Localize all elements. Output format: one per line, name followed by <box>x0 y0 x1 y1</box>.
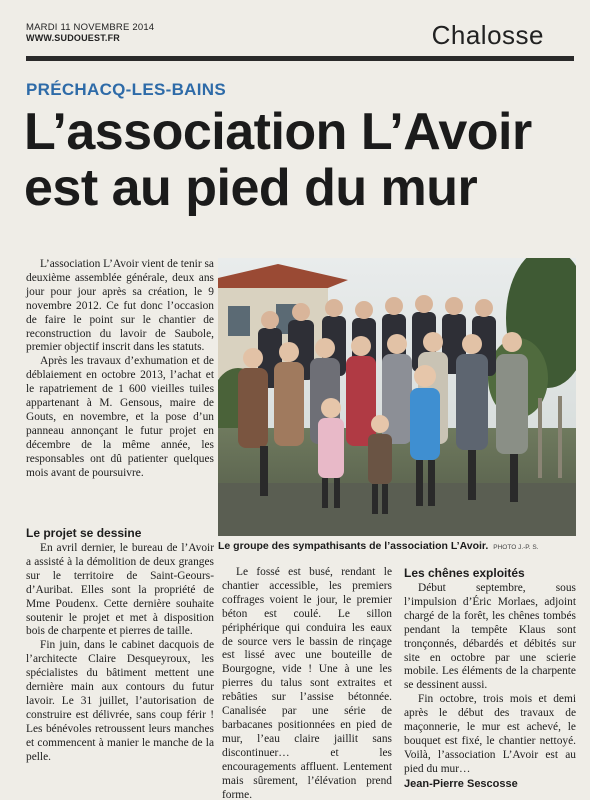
headline-line-1: L’association L’Avoir <box>24 103 532 161</box>
group-photo <box>218 258 576 536</box>
photo-credit: PHOTO J.-P. S. <box>493 544 539 551</box>
issue-date: MARDI 11 NOVEMBRE 2014 <box>26 22 155 33</box>
column2-paragraph: Le fossé est busé, rendant le chantier accessible, les premiers coffrages voient le jour, le premier béton est coulé. Le sillon périphérique qui conduira les eaux de source vers le bassin de rinçage est lissé avec une bouteille de Bourgogne, vide ! Une à une les pierres du talus sont extraites et rebâties sur l’assise bétonnée. Canalisée par une série de barbacanes positionnées en pied de mur, l’eau claire jaillit sans discontinuer… et les encouragements affluent. Lentement mais sûrement, l’élévation prend forme. <box>222 566 392 800</box>
intro-paragraph-2: Après les travaux d’exhumation et de déblaiement en octobre 2013, l’achat et le rapatriement de 1 600 vieilles tuiles appartenant à M. Gensous, maire de Gouts, en novembre, et la pose d’un panneau annonçant le futur projet en décembre de la même année, les responsables ont dû patienter quelques mois avant de poursuivre. <box>26 355 214 479</box>
column-1 <box>26 526 214 765</box>
intro-paragraph-1: L’association L’Avoir vient de tenir sa deuxième assemblée générale, deux ans jour pour jour après sa création, le 9 novembre 2012. Ce fut donc l’occasion de faire le point sur le chantier de reconstruction du lavoir de Saubole, premier objectif inscrit dans les statuts. <box>26 258 214 354</box>
column-2 <box>222 566 392 800</box>
header-rule <box>26 56 574 61</box>
section-title-chenes: Les chênes exploités <box>404 566 525 580</box>
section2-paragraph-2: Fin octobre, trois mois et demi après le début des travaux de maçonnerie, le mur est achevé, le bouquet est fixé, le chantier nettoyé. Voilà, l’association L’Avoir est au pied du mur… <box>404 693 576 775</box>
article-kicker: PRÉCHACQ-LES-BAINS <box>26 80 226 99</box>
headline-line-2: est au pied du mur <box>24 159 478 217</box>
author-byline: Jean-Pierre Sescosse <box>404 777 518 790</box>
group-photo-illustration <box>218 258 576 536</box>
section-name: Chalosse <box>431 20 544 50</box>
photo-caption-text: Le groupe des sympathisants de l’association L’Avoir. <box>218 540 489 552</box>
section2-paragraph-1: Début septembre, sous l’impulsion d’Éric Morlaes, adjoint chargé de la forêt, les chênes tombés pendant la tempête Klaus sont tronçonnés, débardés et débités sur site en octobre par une scierie mobile. Les éléments de la charpente se dessinent aussi. <box>404 582 576 692</box>
column-3 <box>404 566 576 792</box>
section1-paragraph-2: Fin juin, dans le cabinet dacquois de l’architecte Claire Desqueyroux, les spécialistes du bâtiment mettent une dernière main aux contours du futur lavoir. Le 31 juillet, l’autorisation de construire est délivrée, sans coup férir ! Les bénévoles retroussent leurs manches et commencent à manier le manche de la pelle. <box>26 639 214 763</box>
article-intro <box>26 258 214 481</box>
site-link[interactable]: WWW.SUDOUEST.FR <box>26 33 120 43</box>
article-headline <box>24 104 572 216</box>
section1-paragraph-1: En avril dernier, le bureau de l’Avoir a assisté à la démolition de deux granges sur le territoire de Saint-Geours-d’Auribat. Elles sont la propriété de Mme Poudenx. Cette dernière souhaite soutenir le projet et met à disposition bois de charpente et pierres de taille. <box>26 542 214 638</box>
section-title-projet: Le projet se dessine <box>26 526 142 540</box>
photo-caption <box>218 540 576 552</box>
issue-meta <box>26 22 154 44</box>
